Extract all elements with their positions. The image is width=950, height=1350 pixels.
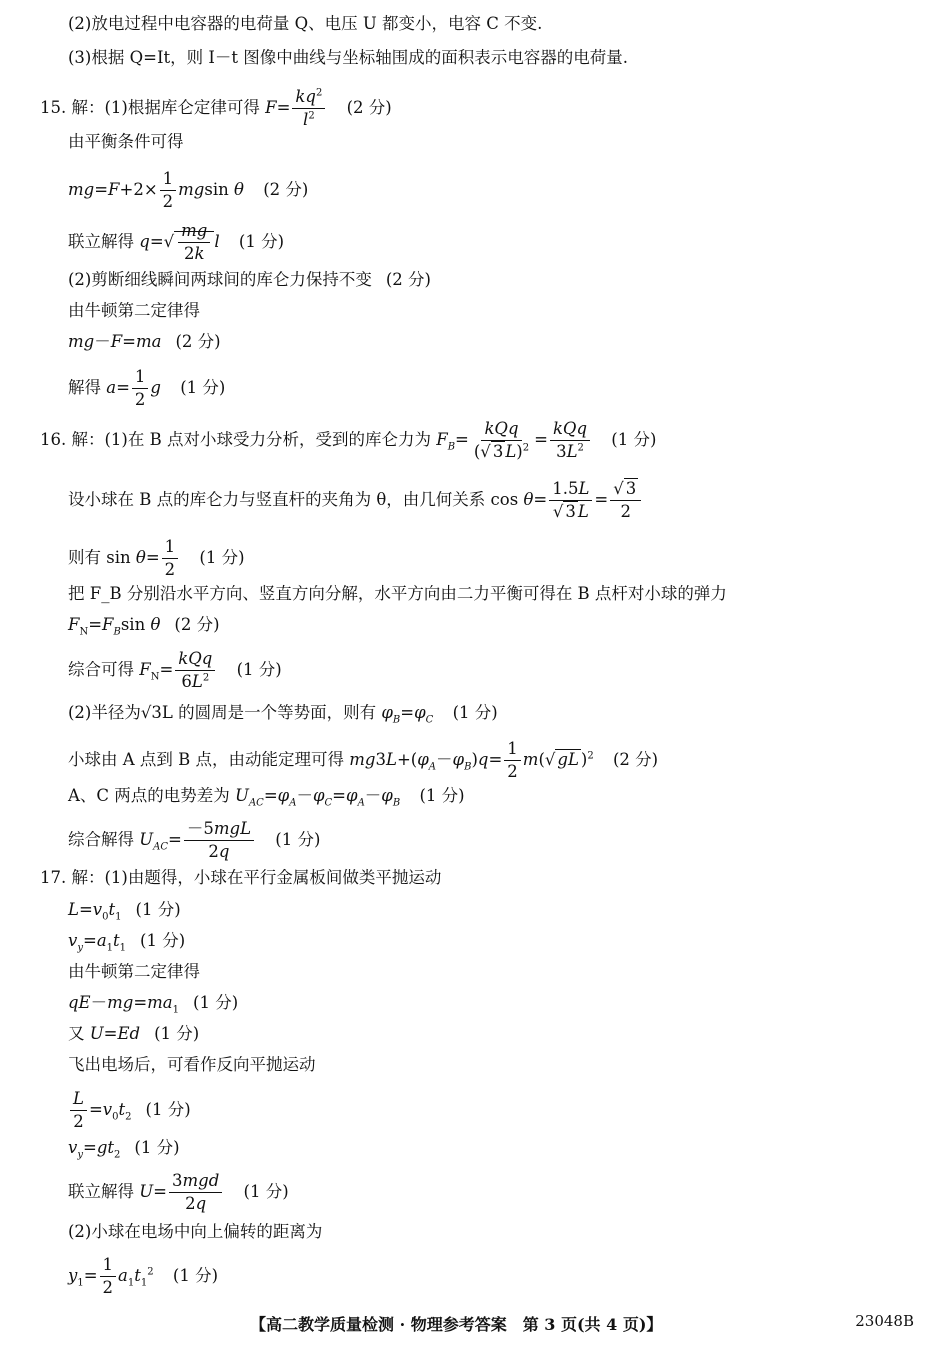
formula-line: mg－F=ma (2 分) xyxy=(68,332,221,351)
text-line: (2)剪断细线瞬间两球间的库仑力保持不变 (2 分) xyxy=(68,270,431,289)
formula-line: 小球由 A 点到 B 点，由动能定理可得 $mg3L+(\varphi_A-\varphi_B)q=$ $\frac{1}{2}$ m(√ gL )$^2$ (2 分) xyxy=(68,739,659,782)
formula-line: 综合解得 $U_{AC}=$ $\frac{\text{－5mgL}}{2q}$ (1 分) xyxy=(68,819,321,862)
formula-line: 设小球在 B 点的库仑力与竖直杆的夹角为 θ，由几何关系 cos θ= $\frac{1.5L}{√ 3 L}$ = $\frac{√ 3}{2}$ xyxy=(68,480,643,521)
text-line: (2)小球在电场中向上偏转的距离为 xyxy=(68,1222,323,1241)
text-line: 由牛顿第二定律得 xyxy=(68,962,200,981)
formula-line: 联立解得 U= $\frac{\text{3mgd}}{2q}$ (1 分) xyxy=(68,1171,289,1214)
text-line: 由牛顿第二定律得 xyxy=(68,301,200,320)
formula-line: (2)半径为√3L 的圆周是一个等势面，则有 $\varphi_B=\varphi_C$ (1 分) xyxy=(68,703,498,726)
formula-line: $y_1=$ $\frac{1}{2}$ $a_1t_1^2$ (1 分) xyxy=(68,1255,219,1298)
q17-header: 17. 解：(1)由题得，小球在平行金属板间做类平抛运动 xyxy=(40,868,442,887)
formula-line: $L=v_0t_1$ (1 分) xyxy=(68,900,181,923)
formula-line: 综合可得 $F_N=$ $\frac{\text{kQq}}{6L^2}$ (1 分) xyxy=(68,649,282,692)
text-line: (3)根据 Q=It，则 I－t 图像中曲线与坐标轴围成的面积表示电容器的电荷量. xyxy=(68,48,629,67)
q15-header: 15. 解：(1)根据库仑定律可得 F= $\frac{kq^2}{l^2}$ (2 分) xyxy=(40,87,392,130)
text-line: (2)放电过程中电容器的电荷量 Q、电压 U 都变小，电容 C 不变. xyxy=(68,14,543,33)
formula-line: A、C 两点的电势差为 $U_{AC}=\varphi_A-\varphi_C=\varphi_A-\varphi_B$ (1 分) xyxy=(68,786,465,809)
formula-line: mg=F+2× $\frac{1}{2}$ mgsin θ (2 分) xyxy=(68,169,309,212)
text-line: 飞出电场后，可看作反向平抛运动 xyxy=(68,1055,316,1074)
formula-line: 解得 a= $\frac{1}{2}$ g (1 分) xyxy=(68,367,226,410)
formula-line: $F_N=F_B\sin$ θ (2 分) xyxy=(68,615,220,638)
q16-header: 16. 解：(1)在 B 点对小球受力分析，受到的库仑力为 $F_B=$ $\frac{\text{kQq}}{(√ 3 L)^2}$ = $\frac{\text{kQq}}{3L^2}$ (1 分) xyxy=(40,419,657,462)
exam-code: 23048B xyxy=(855,1312,914,1330)
text-line: 把 F_B 分别沿水平方向、竖直方向分解，水平方向由二力平衡可得在 B 点杆对小球的弹力 xyxy=(68,584,727,603)
formula-line: 又 U=Ed (1 分) xyxy=(68,1024,200,1043)
page-footer: 【高二教学质量检测 · 物理参考答案 第 3 页(共 4 页)】 xyxy=(250,1315,663,1334)
formula-line: 则有 sin θ= $\frac{1}{2}$ (1 分) xyxy=(68,537,245,580)
formula-line: $qE-mg=ma_1$ (1 分) xyxy=(68,993,239,1016)
formula-line: 联立解得 q=√ $\frac{mg}{2k}$ l (1 分) xyxy=(68,221,285,264)
text-line: 由平衡条件可得 xyxy=(68,132,184,151)
formula-line: $\frac{L}{2}$ $=v_0t_2$ (1 分) xyxy=(68,1090,191,1131)
formula-line: $v_y=a_1t_1$ (1 分) xyxy=(68,931,186,954)
formula-line: $v_y=gt_2$ (1 分) xyxy=(68,1138,180,1161)
